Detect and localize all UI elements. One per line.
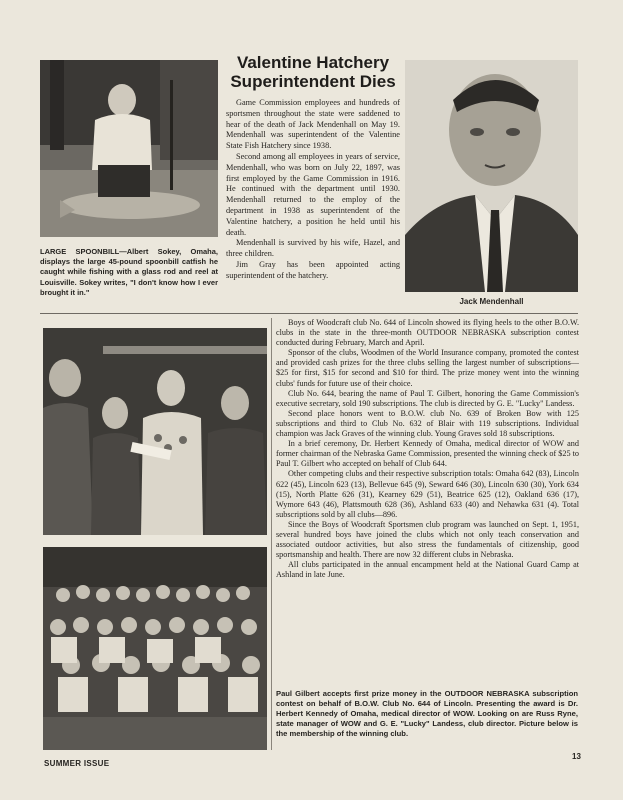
article-paragraph: All clubs participated in the annual encampment held at the National Guard Camp at Ashland in late June.	[276, 560, 579, 580]
article-paragraph: Sponsor of the clubs, Woodmen of the World Insurance company, promoted the contest and provided cash prizes for the three clubs selling the largest number of subscriptions—$25 for first, $15 for second and $10 for third. The prize money went into the winning clubs' funds for future use of their choice.	[276, 348, 579, 388]
club-membership-photo	[43, 547, 267, 750]
award-caption: Paul Gilbert accepts first prize money in the OUTDOOR NEBRASKA subscription contest on behalf of B.O.W. Club No. 644 of Lincoln. Presenting the award is Dr. Herbert Kennedy of Omaha, medical director of WOW. Looking on are Russ Ryne, state manager of WOW and G. E. "Lucky" Landess, club director. Picture below is the membership of the winning club.	[276, 689, 578, 739]
portrait-photo	[405, 60, 578, 292]
award-ceremony-photo	[43, 328, 267, 535]
portrait-caption: Jack Mendenhall	[459, 297, 524, 306]
bow-club-article	[276, 318, 579, 580]
article-headline: Valentine Hatchery Superintendent Dies	[230, 53, 396, 91]
spoonbill-caption: LARGE SPOONBILL—Albert Sokey, Omaha, displays the large 45-pound spoonbill catfish he caught while fishing with a glass rod and reel at Louisville. Sokey writes, "I don't know how I ever brought it in."	[40, 247, 218, 297]
article-paragraph: In a brief ceremony, Dr. Herbert Kennedy of Omaha, medical director of WOW and former chairman of the Nebraska Game Commission, presented the winning check of $25 to Paul T. Gilbert who accepted on behalf of Club 644.	[276, 439, 579, 469]
section-divider	[40, 313, 578, 314]
article-paragraph: Other competing clubs and their respective subscription totals: Omaha 642 (83), Lincoln 622 (45), Lincoln 623 (13), Bellevue 645 (9), Seward 646 (30), Lincoln 630 (30), York 634 (15), North Platte 626 (31), Kearney 629 (51), Beatrice 625 (12), Oakland 636 (17), Wymore 643 (46), Plattsmouth 628 (36), Ashland 633 (40) and Nehawka 631 (4). Total subscriptions sold by all clubs—896.	[276, 469, 579, 519]
obituary-article	[226, 98, 400, 282]
column-divider	[271, 318, 272, 750]
obituary-paragraph: Second among all employees in years of service, Mendenhall, who was born on July 22, 1897, was first employed by the Game Commission in 1916. He continued with the department until 1930. Mendenhall returned to the employ of the department in 1938 as superintendent of the Valentine hatchery, a position he held until his death.	[226, 151, 400, 237]
article-paragraph: Since the Boys of Woodcraft Sportsmen club program was launched on Sept. 1, 1951, several hundred boys have joined the clubs which not only teach conservation and associated outdoor activities, but also stress the fundamentals of citizenship, good sportsmanship and health. There are now 32 different clubs in Nebraska.	[276, 519, 579, 560]
obituary-paragraph: Mendenhall is survived by his wife, Hazel, and three children.	[226, 238, 400, 259]
obituary-paragraph: Game Commission employees and hundreds of sportsmen throughout the state were saddened to hear of the death of Jack Mendenhall on May 19. Mendenhall was superintendent of the Valentine State Fish Hatchery since 1938.	[226, 98, 400, 151]
obituary-paragraph: Jim Gray has been appointed acting superintendent of the hatchery.	[226, 259, 400, 280]
page-number: 13	[572, 752, 581, 761]
spoonbill-photo	[40, 60, 218, 237]
article-paragraph: Second place honors went to B.O.W. club No. 639 of Broken Bow with 125 subscriptions and third to Club No. 632 of Blair with 119 subscriptions. Individual champion was Jack Graves of the winning club. Young Graves sold 18 subscriptions.	[276, 408, 579, 439]
article-paragraph: Club No. 644, bearing the name of Paul T. Gilbert, honoring the Game Commission's executive secretary, sold 190 subscriptions. The club is directed by G. E. "Lucky" Landess.	[276, 388, 579, 408]
article-paragraph: Boys of Woodcraft club No. 644 of Lincoln showed its flying heels to the other B.O.W. clubs in the state in the three-month OUTDOOR NEBRASKA subscription contest conducted during February, March and April.	[276, 318, 579, 348]
issue-label: SUMMER ISSUE	[44, 759, 110, 768]
